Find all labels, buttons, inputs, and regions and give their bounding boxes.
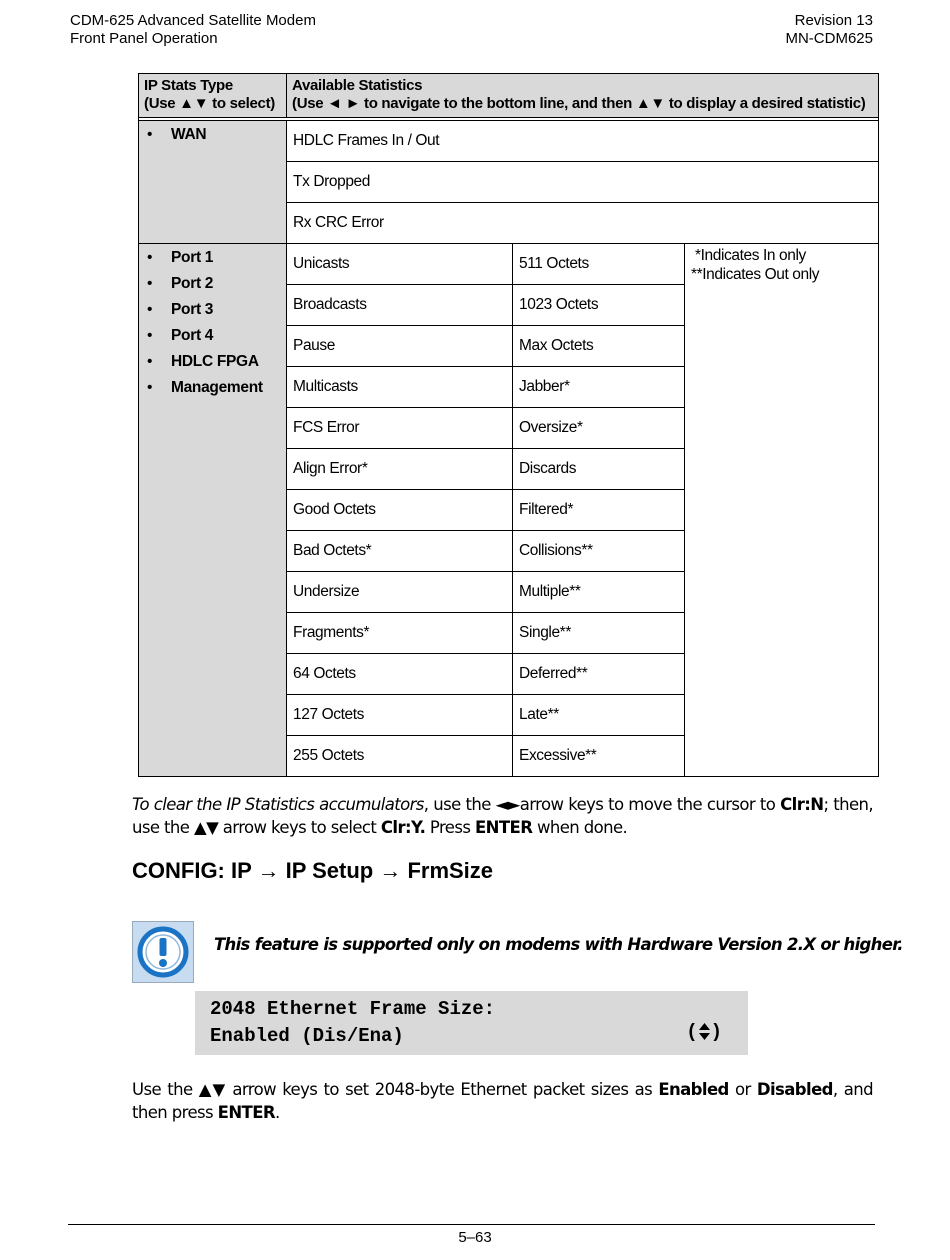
legend-note: *Indicates In only **Indicates Out only — [685, 244, 879, 777]
list-item: • Port 4 — [139, 327, 286, 353]
info-icon — [132, 921, 194, 983]
wan-stat-cell: Tx Dropped — [287, 162, 879, 203]
stat-cell: Align Error* — [287, 449, 513, 490]
table-header-row — [139, 74, 879, 118]
wan-stat-cell: HDLC Frames In / Out — [287, 121, 879, 162]
list-item: • Port 1 — [139, 249, 286, 275]
col1-header: IP Stats Type (Use ▲▼ to select) — [139, 74, 287, 118]
stat-cell: Undersize — [287, 572, 513, 613]
stat-cell: Single** — [513, 613, 685, 654]
doc-section: Front Panel Operation — [70, 30, 218, 47]
stat-cell: Late** — [513, 695, 685, 736]
table-row — [139, 121, 879, 162]
wan-stat-cell: Rx CRC Error — [287, 203, 879, 244]
lcd-line-2: Enabled (Dis/Ena) — [210, 1025, 404, 1047]
doc-title: CDM-625 Advanced Satellite Modem — [70, 12, 316, 29]
table-row — [139, 244, 879, 285]
wan-type-cell — [139, 121, 287, 244]
doc-header-left — [70, 12, 316, 48]
stat-cell: 127 Octets — [287, 695, 513, 736]
list-item: • WAN — [139, 126, 286, 152]
stat-cell: Deferred** — [513, 654, 685, 695]
stat-cell: Jabber* — [513, 367, 685, 408]
stat-cell: Multicasts — [287, 367, 513, 408]
lcd-arrows: ( ) — [686, 1021, 722, 1043]
up-down-arrows-icon — [698, 1022, 711, 1042]
stat-cell: 64 Octets — [287, 654, 513, 695]
stat-cell: Multiple** — [513, 572, 685, 613]
hardware-notice: This feature is supported only on modems with Hardware Version 2.X or higher. — [214, 935, 903, 954]
doc-revision: Revision 13 — [794, 12, 873, 29]
stat-cell: 511 Octets — [513, 244, 685, 285]
port-type-cell — [139, 244, 287, 777]
list-item: • Management — [139, 379, 286, 405]
page-number: 5–63 — [458, 1229, 492, 1246]
lcd-line-1: 2048 Ethernet Frame Size: — [210, 998, 496, 1020]
stat-cell: Broadcasts — [287, 285, 513, 326]
doc-id: MN-CDM625 — [785, 30, 873, 47]
stat-cell: FCS Error — [287, 408, 513, 449]
stat-cell: 1023 Octets — [513, 285, 685, 326]
stat-cell: Oversize* — [513, 408, 685, 449]
section-title: CONFIG: IP → IP Setup → FrmSize — [132, 858, 494, 883]
stat-cell: Pause — [287, 326, 513, 367]
stat-cell: Max Octets — [513, 326, 685, 367]
list-item: • Port 2 — [139, 275, 286, 301]
list-item: • HDLC FPGA — [139, 353, 286, 379]
stat-cell: Bad Octets* — [287, 531, 513, 572]
stat-cell: Fragments* — [287, 613, 513, 654]
stat-cell: Unicasts — [287, 244, 513, 285]
stat-cell: Good Octets — [287, 490, 513, 531]
doc-header-right — [785, 12, 873, 48]
stat-cell: Discards — [513, 449, 685, 490]
ip-stats-table — [138, 73, 879, 777]
col2-header: Available Statistics (Use ◄ ► to navigate to the bottom line, and then ▲▼ to display a desired statistic) — [287, 74, 879, 118]
stat-cell: 255 Octets — [287, 736, 513, 777]
clear-stats-paragraph: To clear the IP Statistics accumulators, use the ◄►arrow keys to move the cursor to Clr:N; then, use the ▲▼ arrow keys to select Clr:Y. Press ENTER when done. — [132, 795, 874, 837]
footer-divider — [68, 1224, 875, 1225]
stat-cell: Collisions** — [513, 531, 685, 572]
frame-size-paragraph: Use the ▲▼ arrow keys to set 2048-byte Ethernet packet sizes as Enabled or Disabled, and then press ENTER. — [132, 1080, 873, 1122]
lcd-display — [195, 991, 748, 1055]
list-item: • Port 3 — [139, 301, 286, 327]
stat-cell: Excessive** — [513, 736, 685, 777]
stat-cell: Filtered* — [513, 490, 685, 531]
